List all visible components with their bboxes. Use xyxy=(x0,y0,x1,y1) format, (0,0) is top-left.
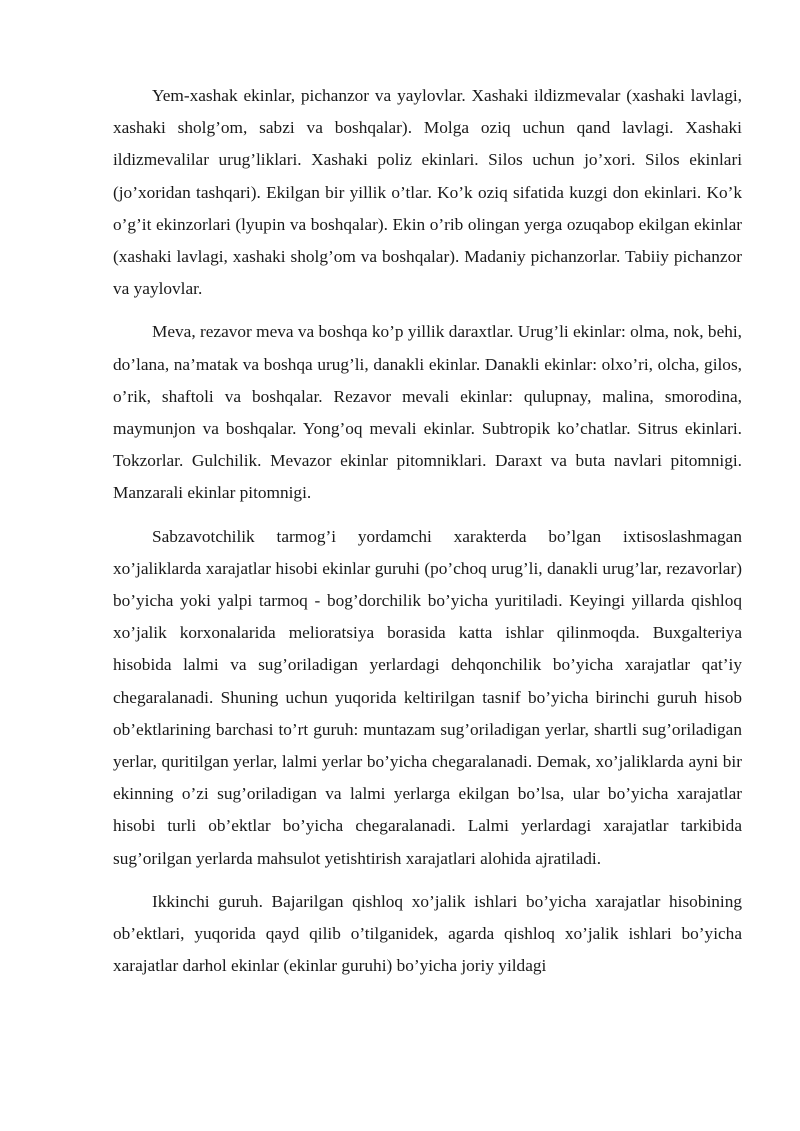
document-body xyxy=(113,80,742,993)
paragraph-second-group: Ikkinchi guruh. Bajarilgan qishloq xo’jalik ishlari bo’yicha xarajatlar hisobining ob’ektlari, yuqorida qayd qilib o’tilganidek, agarda qishloq xo’jalik ishlari bo’yicha xarajatlar darhol ekinlar (ekinlar guruhi) bo’yicha joriy yildagi xyxy=(113,891,742,976)
paragraph-vegetable-accounting: Sabzavotchilik tarmog’i yordamchi xarakterda bo’lgan ixtisoslashmagan xo’jaliklarda xarajatlar hisobi ekinlar guruhi (po’choq urug’li, danakli urug’lar, rezavorlar) bo’yicha yoki yalpi tarmoq - bog’dorchilik bo’yicha yuritiladi. Keyingi yillarda qishloq xo’jalik korxonalarida melioratsiya borasida katta ishlar qilinmoqda. Buxgalteriya hisobida lalmi va sug’oriladigan yerlardagi dehqonchilik bo’yicha xarajatlar qat’iy chegaralanadi. Shuning uchun yuqorida keltirilgan tasnif bo’yicha birinchi guruh hisob ob’ektlarining barchasi to’rt guruh: muntazam sug’oriladigan yerlar, shartli sug’oriladigan yerlar, quritilgan yerlar, lalmi yerlar bo’yicha chegaralanadi. Demak, xo’jaliklarda ayni bir ekinning o’zi sug’oriladigan va lalmi yerlarga ekilgan bo’lsa, ular bo’yicha xarajatlar hisobi turli ob’ektlar bo’yicha chegaralanadi. Lalmi yerlardagi xarajatlar tarkibida sug’orilgan yerlarda mahsulot yetishtirish xarajatlari alohida ajratiladi. xyxy=(113,526,742,868)
paragraph-forage-crops: Yem-xashak ekinlar, pichanzor va yaylovlar. Xashaki ildizmevalar (xashaki lavlagi, xashaki sholg’om, sabzi va boshqalar). Molga oziq uchun qand lavlagi. Xashaki ildizmevalilar urug’liklari. Xashaki poliz ekinlari. Silos uchun jo’xori. Silos ekinlari (jo’xoridan tashqari). Ekilgan bir yillik o’tlar. Ko’k oziq sifatida kuzgi don ekinlari. Ko’k o’g’it ekinzorlari (lyupin va boshqalar). Ekin o’rib olingan yerga ozuqabop ekilgan ekinlar (xashaki lavlagi, xashaki sholg’om va boshqalar). Madaniy pichanzorlar. Tabiiy pichanzor va yaylovlar. xyxy=(113,86,742,299)
paragraph-fruit-trees: Meva, rezavor meva va boshqa ko’p yillik daraxtlar. Urug’li ekinlar: olma, nok, behi, do’lana, na’matak va boshqa urug’li, danakli ekinlar. Danakli ekinlar: olxo’ri, olcha, gilos, o’rik, shaftoli va boshqalar. Rezavor mevali ekinlar: qulupnay, malina, smorodina, maymunjon va boshqalar. Yong’oq mevali ekinlar. Subtropik ko’chatlar. Sitrus ekinlari. Tokzorlar. Gulchilik. Mevazor ekinlar pitomniklari. Daraxt va buta navlari pitomnigi. Manzarali ekinlar pitomnigi. xyxy=(113,322,742,503)
